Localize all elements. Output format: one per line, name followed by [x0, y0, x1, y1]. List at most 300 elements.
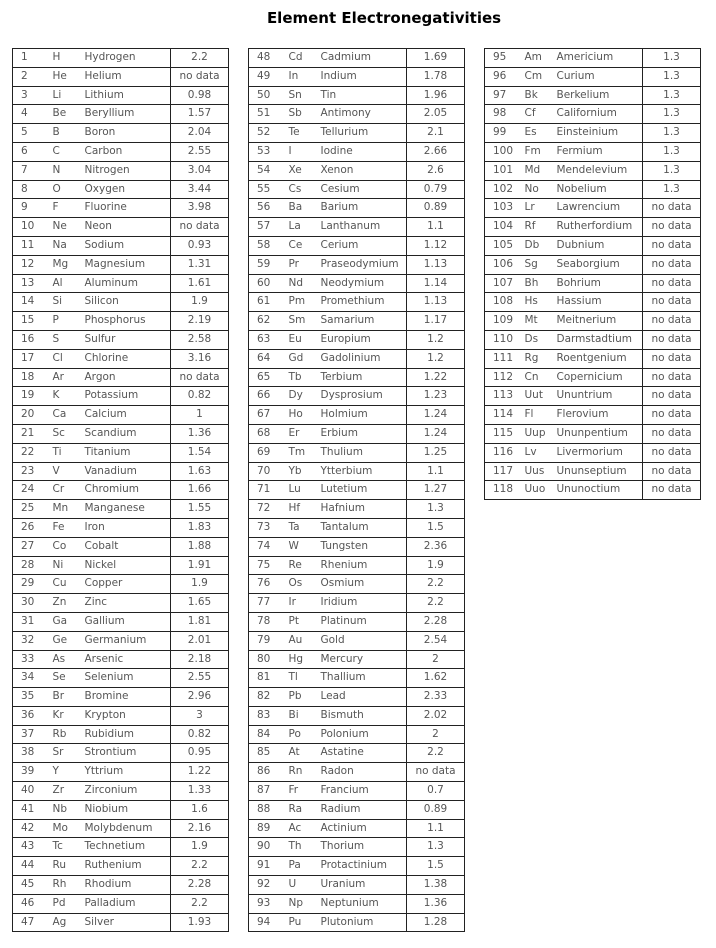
table-row: [13, 67, 229, 86]
atomic-number: 68: [249, 424, 281, 443]
electronegativity-value: 2.58: [171, 330, 229, 349]
electronegativity-value: 2.2: [171, 894, 229, 913]
element-name: Flerovium: [549, 406, 643, 425]
table-row: [13, 894, 229, 913]
element-name: Nobelium: [549, 180, 643, 199]
element-name: Sulfur: [77, 330, 171, 349]
element-symbol: C: [45, 142, 77, 161]
electronegativity-value: 1.38: [407, 876, 465, 895]
element-symbol: Rf: [517, 218, 549, 237]
element-name: Uranium: [313, 876, 407, 895]
element-table-2: [248, 48, 465, 932]
element-name: Thulium: [313, 443, 407, 462]
atomic-number: 17: [13, 349, 45, 368]
electronegativity-value: 2.96: [171, 688, 229, 707]
element-symbol: Fe: [45, 518, 77, 537]
table-row: [13, 124, 229, 143]
element-symbol: Uus: [517, 462, 549, 481]
atomic-number: 8: [13, 180, 45, 199]
atomic-number: 60: [249, 274, 281, 293]
element-name: Erbium: [313, 424, 407, 443]
atomic-number: 28: [13, 556, 45, 575]
atomic-number: 33: [13, 650, 45, 669]
table-row: [249, 650, 465, 669]
element-name: Gallium: [77, 612, 171, 631]
element-symbol: Au: [281, 631, 313, 650]
element-name: Helium: [77, 67, 171, 86]
element-name: Potassium: [77, 387, 171, 406]
atomic-number: 105: [485, 236, 517, 255]
element-name: Osmium: [313, 575, 407, 594]
atomic-number: 56: [249, 199, 281, 218]
electronegativity-value: 1.3: [643, 142, 701, 161]
element-name: Strontium: [77, 744, 171, 763]
element-name: Dubnium: [549, 236, 643, 255]
electronegativity-value: 3.16: [171, 349, 229, 368]
electronegativity-value: 1.62: [407, 669, 465, 688]
table-row: [13, 274, 229, 293]
table-row: [13, 462, 229, 481]
table-row: [485, 236, 701, 255]
atomic-number: 55: [249, 180, 281, 199]
table-row: [485, 330, 701, 349]
element-symbol: Es: [517, 124, 549, 143]
table-row: [249, 387, 465, 406]
electronegativity-value: no data: [643, 462, 701, 481]
element-symbol: Zn: [45, 594, 77, 613]
atomic-number: 113: [485, 387, 517, 406]
electronegativity-value: 2: [407, 650, 465, 669]
atomic-number: 59: [249, 255, 281, 274]
atomic-number: 78: [249, 612, 281, 631]
atomic-number: 79: [249, 631, 281, 650]
electronegativity-value: 2.28: [407, 612, 465, 631]
atomic-number: 36: [13, 706, 45, 725]
element-symbol: N: [45, 161, 77, 180]
table-row: [485, 443, 701, 462]
element-name: Molybdenum: [77, 819, 171, 838]
element-name: Arsenic: [77, 650, 171, 669]
table-row: [13, 368, 229, 387]
element-name: Silver: [77, 913, 171, 932]
atomic-number: 100: [485, 142, 517, 161]
element-symbol: Pu: [281, 913, 313, 932]
table-row: [13, 518, 229, 537]
electronegativity-value: 1.17: [407, 312, 465, 331]
element-name: Darmstadtium: [549, 330, 643, 349]
element-name: Roentgenium: [549, 349, 643, 368]
element-name: Seaborgium: [549, 255, 643, 274]
element-symbol: Rh: [45, 876, 77, 895]
element-symbol: Rg: [517, 349, 549, 368]
element-symbol: Fr: [281, 782, 313, 801]
electronegativity-value: 2.54: [407, 631, 465, 650]
element-name: Hassium: [549, 293, 643, 312]
electronegativity-value: 3: [171, 706, 229, 725]
element-symbol: Pa: [281, 857, 313, 876]
element-symbol: Co: [45, 537, 77, 556]
element-symbol: Re: [281, 556, 313, 575]
element-name: Copper: [77, 575, 171, 594]
table-row: [249, 857, 465, 876]
element-symbol: Th: [281, 838, 313, 857]
electronegativity-value: no data: [171, 368, 229, 387]
element-symbol: Er: [281, 424, 313, 443]
element-name: Xenon: [313, 161, 407, 180]
atomic-number: 37: [13, 725, 45, 744]
element-symbol: Cm: [517, 67, 549, 86]
table-row: [485, 142, 701, 161]
element-name: Hafnium: [313, 500, 407, 519]
table-row: [485, 387, 701, 406]
atomic-number: 81: [249, 669, 281, 688]
element-symbol: Cr: [45, 481, 77, 500]
element-name: Manganese: [77, 500, 171, 519]
table-row: [249, 913, 465, 932]
element-name: Iridium: [313, 594, 407, 613]
element-symbol: Fm: [517, 142, 549, 161]
atomic-number: 97: [485, 86, 517, 105]
element-symbol: Zr: [45, 782, 77, 801]
table-row: [485, 161, 701, 180]
element-name: Bismuth: [313, 706, 407, 725]
atomic-number: 106: [485, 255, 517, 274]
element-name: Rhenium: [313, 556, 407, 575]
electronegativity-value: no data: [643, 406, 701, 425]
table-row: [13, 199, 229, 218]
electronegativity-value: 1.12: [407, 236, 465, 255]
atomic-number: 115: [485, 424, 517, 443]
element-symbol: Dy: [281, 387, 313, 406]
electronegativity-value: 1.2: [407, 349, 465, 368]
atomic-number: 62: [249, 312, 281, 331]
electronegativity-value: 1.9: [171, 575, 229, 594]
atomic-number: 104: [485, 218, 517, 237]
atomic-number: 30: [13, 594, 45, 613]
electronegativity-value: 2.33: [407, 688, 465, 707]
table-row: [13, 443, 229, 462]
table-row: [13, 255, 229, 274]
element-name: Gold: [313, 631, 407, 650]
element-name: Radon: [313, 763, 407, 782]
table-row: [249, 236, 465, 255]
atomic-number: 18: [13, 368, 45, 387]
atomic-number: 34: [13, 669, 45, 688]
element-name: Neodymium: [313, 274, 407, 293]
atomic-number: 93: [249, 894, 281, 913]
electronegativity-value: 2.2: [407, 594, 465, 613]
element-symbol: Rb: [45, 725, 77, 744]
atomic-number: 32: [13, 631, 45, 650]
electronegativity-value: 2.04: [171, 124, 229, 143]
element-table-3: [484, 48, 701, 500]
element-name: Nickel: [77, 556, 171, 575]
atomic-number: 14: [13, 293, 45, 312]
atomic-number: 13: [13, 274, 45, 293]
electronegativity-value: 0.95: [171, 744, 229, 763]
element-symbol: Tm: [281, 443, 313, 462]
table-row: [13, 180, 229, 199]
atomic-number: 101: [485, 161, 517, 180]
electronegativity-value: 2.16: [171, 819, 229, 838]
element-symbol: Pr: [281, 255, 313, 274]
element-name: Polonium: [313, 725, 407, 744]
table-row: [485, 293, 701, 312]
electronegativity-value: no data: [643, 387, 701, 406]
atomic-number: 25: [13, 500, 45, 519]
element-symbol: Sn: [281, 86, 313, 105]
element-symbol: Tl: [281, 669, 313, 688]
table-row: [249, 124, 465, 143]
electronegativity-value: 1.3: [643, 105, 701, 124]
element-symbol: Ag: [45, 913, 77, 932]
element-symbol: Ir: [281, 594, 313, 613]
element-name: Germanium: [77, 631, 171, 650]
table-row: [485, 274, 701, 293]
element-symbol: Pd: [45, 894, 77, 913]
atomic-number: 39: [13, 763, 45, 782]
atomic-number: 43: [13, 838, 45, 857]
electronegativity-value: 2.2: [171, 857, 229, 876]
element-symbol: V: [45, 462, 77, 481]
atomic-number: 20: [13, 406, 45, 425]
element-name: Mendelevium: [549, 161, 643, 180]
electronegativity-value: no data: [643, 274, 701, 293]
element-symbol: Fl: [517, 406, 549, 425]
element-name: Mercury: [313, 650, 407, 669]
table-row: [13, 293, 229, 312]
element-symbol: Ge: [45, 631, 77, 650]
table-row: [13, 913, 229, 932]
table-row: [13, 330, 229, 349]
electronegativity-value: 1.1: [407, 819, 465, 838]
element-name: Americium: [549, 49, 643, 68]
electronegativity-value: 1.69: [407, 49, 465, 68]
element-symbol: Ga: [45, 612, 77, 631]
atomic-number: 49: [249, 67, 281, 86]
table-row: [13, 49, 229, 68]
table-row: [249, 894, 465, 913]
element-symbol: Rn: [281, 763, 313, 782]
table-row: [249, 537, 465, 556]
atomic-number: 52: [249, 124, 281, 143]
electronegativity-value: 1.5: [407, 857, 465, 876]
atomic-number: 58: [249, 236, 281, 255]
element-name: Rubidium: [77, 725, 171, 744]
table-row: [249, 368, 465, 387]
table-row: [485, 349, 701, 368]
atomic-number: 98: [485, 105, 517, 124]
atomic-number: 112: [485, 368, 517, 387]
atomic-number: 72: [249, 500, 281, 519]
element-symbol: Ds: [517, 330, 549, 349]
table-row: [13, 688, 229, 707]
element-name: Barium: [313, 199, 407, 218]
atomic-number: 66: [249, 387, 281, 406]
element-name: Platinum: [313, 612, 407, 631]
electronegativity-value: 1.2: [407, 330, 465, 349]
electronegativity-value: 0.82: [171, 725, 229, 744]
atomic-number: 76: [249, 575, 281, 594]
atomic-number: 114: [485, 406, 517, 425]
table-row: [249, 518, 465, 537]
element-name: Oxygen: [77, 180, 171, 199]
atomic-number: 6: [13, 142, 45, 161]
electronegativity-value: no data: [643, 424, 701, 443]
element-name: Ununseptium: [549, 462, 643, 481]
element-symbol: W: [281, 537, 313, 556]
atomic-number: 77: [249, 594, 281, 613]
element-name: Praseodymium: [313, 255, 407, 274]
atomic-number: 73: [249, 518, 281, 537]
atomic-number: 82: [249, 688, 281, 707]
atomic-number: 38: [13, 744, 45, 763]
element-name: Cadmium: [313, 49, 407, 68]
element-name: Scandium: [77, 424, 171, 443]
element-name: Californium: [549, 105, 643, 124]
element-symbol: B: [45, 124, 77, 143]
table-row: [13, 500, 229, 519]
element-name: Lithium: [77, 86, 171, 105]
element-symbol: Mo: [45, 819, 77, 838]
element-symbol: Gd: [281, 349, 313, 368]
table-row: [485, 462, 701, 481]
element-symbol: Si: [45, 293, 77, 312]
element-symbol: Lu: [281, 481, 313, 500]
atomic-number: 110: [485, 330, 517, 349]
table-row: [249, 800, 465, 819]
atomic-number: 61: [249, 293, 281, 312]
electronegativity-value: 1.91: [171, 556, 229, 575]
element-symbol: Pm: [281, 293, 313, 312]
electronegativity-value: 1.9: [171, 838, 229, 857]
table-row: [249, 706, 465, 725]
element-symbol: La: [281, 218, 313, 237]
element-symbol: Te: [281, 124, 313, 143]
element-symbol: Y: [45, 763, 77, 782]
atomic-number: 71: [249, 481, 281, 500]
electronegativity-value: 1.23: [407, 387, 465, 406]
atomic-number: 67: [249, 406, 281, 425]
element-symbol: As: [45, 650, 77, 669]
table-row: [13, 706, 229, 725]
atomic-number: 88: [249, 800, 281, 819]
table-row: [13, 424, 229, 443]
table-row: [485, 86, 701, 105]
table-row: [13, 725, 229, 744]
element-name: Hydrogen: [77, 49, 171, 68]
element-name: Nitrogen: [77, 161, 171, 180]
element-name: Rhodium: [77, 876, 171, 895]
element-symbol: I: [281, 142, 313, 161]
element-name: Antimony: [313, 105, 407, 124]
electronegativity-value: 1.6: [171, 800, 229, 819]
element-symbol: Sr: [45, 744, 77, 763]
element-name: Carbon: [77, 142, 171, 161]
electronegativity-value: 1.22: [171, 763, 229, 782]
atomic-number: 21: [13, 424, 45, 443]
element-symbol: Np: [281, 894, 313, 913]
element-name: Tin: [313, 86, 407, 105]
electronegativity-value: 1.3: [643, 124, 701, 143]
electronegativity-value: no data: [171, 218, 229, 237]
element-name: Samarium: [313, 312, 407, 331]
element-symbol: Xe: [281, 161, 313, 180]
table-row: [485, 67, 701, 86]
element-name: Ruthenium: [77, 857, 171, 876]
table-row: [485, 218, 701, 237]
electronegativity-value: 1.9: [407, 556, 465, 575]
element-symbol: Cn: [517, 368, 549, 387]
atomic-number: 85: [249, 744, 281, 763]
table-row: [249, 612, 465, 631]
atomic-number: 65: [249, 368, 281, 387]
electronegativity-value: 1.24: [407, 406, 465, 425]
table-row: [249, 763, 465, 782]
atomic-number: 75: [249, 556, 281, 575]
table-row: [485, 180, 701, 199]
electronegativity-value: 0.89: [407, 199, 465, 218]
electronegativity-value: 1.57: [171, 105, 229, 124]
table-row: [485, 368, 701, 387]
electronegativity-value: no data: [643, 481, 701, 500]
element-symbol: Kr: [45, 706, 77, 725]
table-row: [249, 575, 465, 594]
table-row: [249, 274, 465, 293]
element-name: Meitnerium: [549, 312, 643, 331]
atomic-number: 47: [13, 913, 45, 932]
atomic-number: 45: [13, 876, 45, 895]
table-row: [249, 443, 465, 462]
atomic-number: 80: [249, 650, 281, 669]
page-title: Element Electronegativities: [266, 9, 502, 27]
electronegativity-value: 0.7: [407, 782, 465, 801]
table-row: [249, 180, 465, 199]
table-row: [13, 312, 229, 331]
table-row: [249, 86, 465, 105]
table-row: [13, 838, 229, 857]
element-name: Aluminum: [77, 274, 171, 293]
element-name: Krypton: [77, 706, 171, 725]
element-name: Radium: [313, 800, 407, 819]
atomic-number: 99: [485, 124, 517, 143]
atomic-number: 89: [249, 819, 281, 838]
electronegativity-value: 1.96: [407, 86, 465, 105]
atomic-number: 2: [13, 67, 45, 86]
atomic-number: 4: [13, 105, 45, 124]
element-name: Livermorium: [549, 443, 643, 462]
table-row: [249, 424, 465, 443]
element-name: Actinium: [313, 819, 407, 838]
atomic-number: 70: [249, 462, 281, 481]
element-symbol: At: [281, 744, 313, 763]
element-symbol: S: [45, 330, 77, 349]
atomic-number: 87: [249, 782, 281, 801]
element-symbol: Ca: [45, 406, 77, 425]
electronegativity-value: 1.1: [407, 462, 465, 481]
element-name: Cobalt: [77, 537, 171, 556]
element-symbol: Bi: [281, 706, 313, 725]
atomic-number: 90: [249, 838, 281, 857]
atomic-number: 102: [485, 180, 517, 199]
table-row: [13, 387, 229, 406]
table-row: [249, 142, 465, 161]
element-name: Calcium: [77, 406, 171, 425]
element-symbol: Mt: [517, 312, 549, 331]
element-name: Tungsten: [313, 537, 407, 556]
element-symbol: Ne: [45, 218, 77, 237]
electronegativity-value: 1.83: [171, 518, 229, 537]
